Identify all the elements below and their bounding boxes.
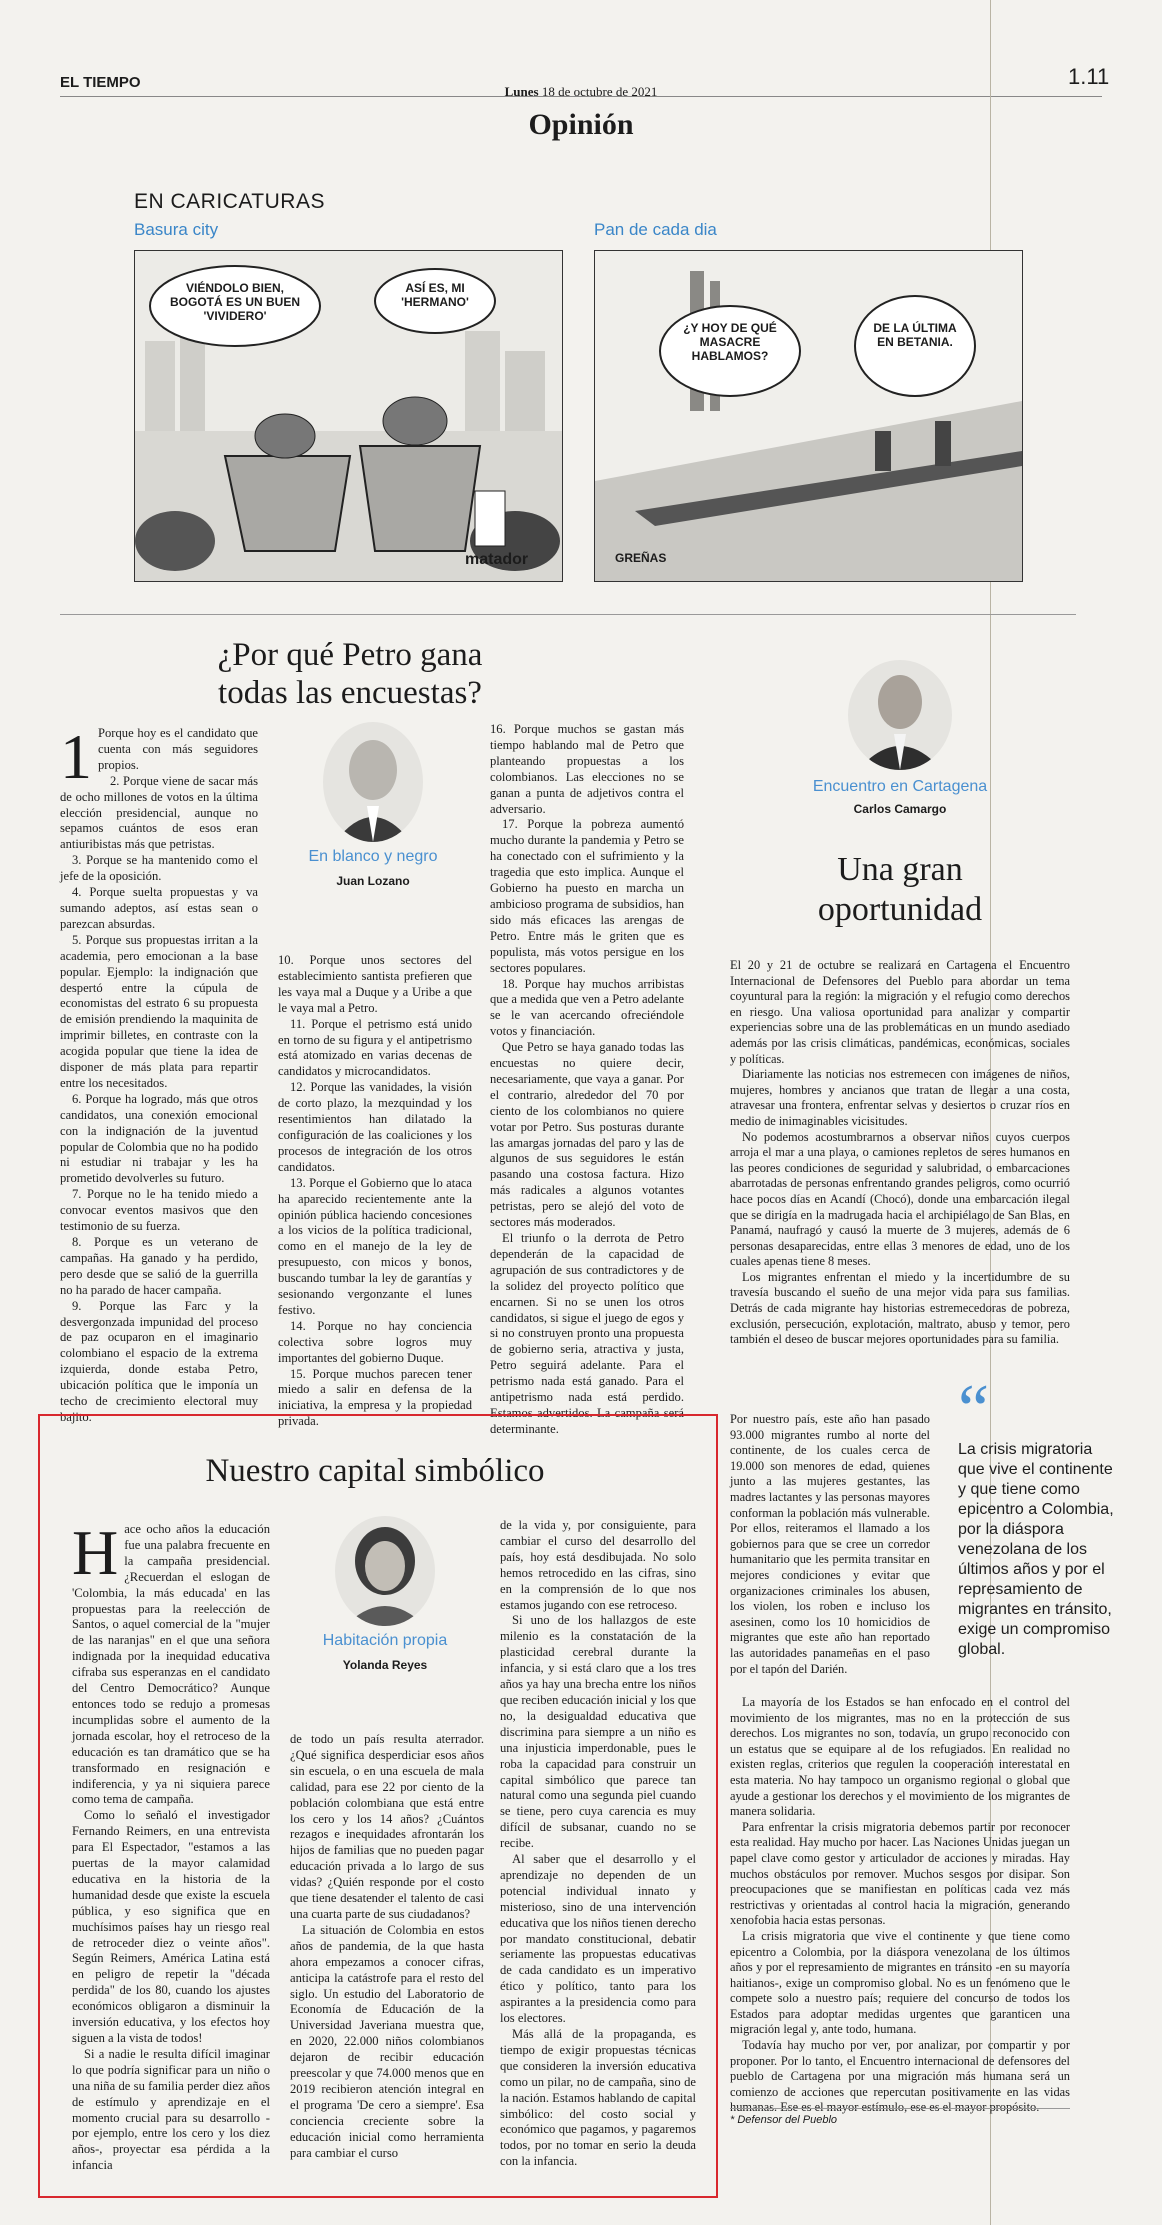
article1-paragraph: 16. Porque muchos se gastan más tiempo hablando mal de Petro que planteando propuestas a los colombianos. Las elecciones no se ganan a punta de adjetivos contra el adversario.: [490, 722, 684, 816]
cartoon-left-signature: matador: [465, 551, 529, 568]
article1-paragraph: 15. Porque muchos parecen tener miedo a salir en defensa de la iniciativa, la empresa y la propiedad privada.: [278, 1366, 472, 1429]
article1-paragraph: 14. Porque no hay conciencia colectiva sobre logros muy importantes del gobierno Duque.: [278, 1318, 472, 1365]
article3-paragraph: Como lo señaló el investigador Fernando Reimers, en una entrevista para El Espectador, "estamos a las puertas de la mayor calamidad educativa en la historia de la humanidad desde que existe la escuela pública, y eso significa que en muchísimos países hay un riesgo real de retroceder diez o veinte años". Según Reimers, América Latina está en peligro de repetir la "década perdida" de los 80, cuando los ajustes económicos obligaron a disminuir la inversión educativa, y los efectos hoy siguen a la vista de todos!: [72, 1808, 270, 2045]
article2-paragraph: La crisis migratoria que vive el continente y que tiene como epicentro a Colombia, por la diáspora venezolana de los últimos años y por el represamiento de migrantes en tránsito -en su mayoría haitianos-, exige un compromiso global. No es un fenómeno que le compete solo a nuestro país; requiere del concurso de todos los Estados para adoptar medidas urgentes que garanticen una migración legal y, ante todo, humana.: [730, 1928, 1070, 2037]
article1-author: Juan Lozano: [336, 874, 410, 888]
article3-paragraph: de la vida y, por consiguiente, para cambiar el curso del desarrollo del país, hoy está desdibujada. No solo hemos retrocedido en las cifras, sino en la comprensión de lo que nos estamos jugando con ese retroceso.: [500, 1518, 696, 1612]
article1-paragraph: 5. Porque sus propuestas irritan a la academia, pero emocionan a la base popular. Ejemplo: la indignación que despertó entre la cúpula de economistas del estrato 6 su propuesta de emisión prendiendo la maquinita de imprimir billetes, en contraste con la acogida popular que tiene la idea de disponer de más plata para repartir entre los necesitados.: [60, 932, 258, 1090]
header-rule: [60, 96, 1102, 97]
article2-paragraph: Los migrantes enfrentan el miedo y la incertidumbre de su travesía buscando el sueño de una mejor vida para sus familias. Detrás de cada migrante hay historias estremecedoras de pobreza, exclusión, persecución, explotación, maltrato, abuso y temor, pero también el deseo de buscar mejores oportunidades para su familia.: [730, 1269, 1070, 1347]
article3-col1: [72, 1517, 270, 2174]
author-photo: [323, 722, 423, 842]
article3-paragraph: Si uno de los hallazgos de este milenio es la constatación de la plasticidad cerebral durante la infancia, y si está claro que a los tres años ya hay una brecha entre los niños que reciben educación inicial y los que no, la desigualdad educativa que discrimina para siempre a un niño es una injusticia imperdonable, pues le roba la capacidad para construir un capital simbólico que parece tan natural como una segunda piel cuando se tiene, pero cuya carencia es muy difícil de subsanar, cuando no se recibe.: [500, 1613, 696, 1851]
article1-paragraph: 17. Porque la pobreza aumentó mucho durante la pandemia y Petro se ha conectado con el sufrimiento y la tragedia que esto implica. Aunque el Gobierno ha puesto en marcha un ambicioso programa de subsidios, han sido más eficaces las arengas de Petro. Entre más le griten que es populista, más votos persigue en los sectores populares.: [490, 817, 684, 975]
article2-body: [730, 958, 1070, 1348]
article3-paragraph: Al saber que el desarrollo y el aprendizaje no dependen de un potencial individual innato y misterioso, sino de una intervención educativa que los niños tienen derecho por mandato constitucional, debatir seriamente las propuestas educativas de cada candidato es un imperativo ético y político, tanto para los aspirantes a la presidencia como para los electores.: [500, 1852, 696, 2026]
article2-pullquote: [958, 1371, 1116, 1660]
article1-col1: [60, 721, 258, 1426]
article1-paragraph: 6. Porque ha logrado, más que otros candidatos, una conexión emocional con la indignación de la juventud popular de Colombia que no ha podido ni estudiar ni trabajar y les ha prometido devolverles su futuro.: [60, 1091, 258, 1186]
article3-headline: [60, 1452, 690, 1490]
article3-col2: [290, 1732, 484, 2161]
cartoon-left-bubble1: VIÉNDOLO BIEN, BOGOTÁ ES UN BUEN 'VIVIDERO': [170, 281, 301, 323]
article3-byline: [290, 1516, 480, 1672]
article1-col3: [490, 722, 684, 1438]
author-photo: [848, 660, 952, 770]
article3-paragraph: Si a nadie le resulta difícil imaginar lo que podría significar para un niño o una niña de su familia perder diez años de estímulo y aprendizaje en el momento crucial para su desarrollo -por ejemplo, entre los cero y los diez años-, proyectar esa pérdida a la infancia: [72, 2046, 270, 2173]
article1-headline: [150, 636, 550, 712]
article2-paragraph: Diariamente las noticias nos estremecen con imágenes de niños, mujeres, hombres y ancianos que tratan de llegar a una costa, atravesar una frontera, enfrentar selvas y desiertos o cruzar ríos en medio de inimaginables vicisitudes.: [730, 1067, 1070, 1128]
article1-paragraph: 18. Porque hay muchos arribistas que a medida que ven a Petro adelante se le van acercando ofreciéndole votos y financiación.: [490, 976, 684, 1039]
article1-paragraph: 4. Porque suelta propuestas y va sumando adeptos, así estas sean o parezcan absurdas.: [60, 885, 258, 931]
article2-headline: [730, 850, 1070, 930]
article1-byline: [278, 722, 468, 888]
cartoon-right-signature: GREÑAS: [615, 551, 667, 565]
article2-body2: [730, 1695, 1070, 2116]
cartoon-left: [134, 250, 563, 582]
article1-paragraph: Porque hoy es el candidato que cuenta con más seguidores propios.: [98, 726, 258, 772]
article3-kicker: Habitación propia: [322, 1632, 448, 1649]
article3-dropcap: H: [72, 1517, 119, 1588]
article2-paragraph: Para enfrentar la crisis migratoria debemos partir por reconocer esta realidad. Hay mucho por hacer. Las Naciones Unidas juegan un papel clave como gestor y articulador de acciones y miradas. Hay muchos obstáculos por remover. Muchos sesgos por disipar. Son preocupaciones que se manifiestan en políticas cada vez más restrictivas y orientadas al control hacia la migración, generando xenofobia hacia estas personas.: [730, 1819, 1070, 1928]
article1-paragraph: 11. Porque el petrismo está unido en torno de su figura y el antipetrismo está atomizado en varias decenas de candidatos y microcandidatos.: [278, 1016, 472, 1079]
article1-paragraph: 10. Porque unos sectores del establecimiento santista prefieren que les vaya mal a Duque y a Uribe a que le vaya mal a Petro.: [278, 953, 472, 1015]
author-photo-drawing: [323, 722, 423, 842]
author-photo-drawing: [335, 1516, 435, 1626]
author-photo-drawing: [848, 660, 952, 770]
article2-paragraph: Por nuestro país, este año han pasado 93.000 migrantes rumbo al norte del continente, de los cuales cerca de 19.000 son menores de edad, quienes junto a las mujeres gestantes, las madres lactantes y las personas mayores conforman la población más vulnerable. Por ellos, reiteramos el llamado a los gobiernos para que se cree un corredor humanitario que les permita transitar en mejores condiciones y evitar que organizaciones criminales los abusen, los violen, los roben e incluso los asesinen, como los 10 homicidios de migrantes que este año han reportado las autoridades panameñas en el paso por el tapón del Darién.: [730, 1412, 930, 1676]
page-number: 1.11: [1068, 64, 1110, 89]
cartoons-heading: EN CARICATURAS: [134, 190, 325, 213]
article3-title: Nuestro capital simbólico: [205, 1453, 545, 1489]
article3-paragraph: de todo un país resulta aterrador. ¿Qué significa desperdiciar esos años sin escuela, o en una escuela de mala calidad, para ese 22 por ciento de la población colombiana que está entre los cero y los 14 años? ¿Cuántos rezagos e inequidades afrontarán los hijos de familias que no pueden pagar educación privada a lo largo de sus vidas? ¿Quién responde por el costo que tiene desatender el talento de casi una cuarta parte de sus ciudadanos?: [290, 1732, 484, 1921]
article1-col2: [278, 953, 472, 1430]
article1-paragraph: El triunfo o la derrota de Petro dependerán de la capacidad de agrupación de sus contradictores y de la solidez del proyecto político que encarnen. Si no se unen los otros candidatos, si sigue el juego de egos y si no construyen pronto una propuesta de gobierno seria, atractiva y justa, Petro seguirá adelante. Para el petrismo nada está ganado. Para el antipetrismo nada está perdido. Estamos advertidos. La campaña será determinante.: [490, 1231, 684, 1436]
quote-mark-icon: “: [958, 1371, 990, 1448]
cartoon-right-drawing: [595, 251, 1022, 581]
article1-paragraph: 9. Porque las Farc y la desvergonzada impunidad del proceso de paz ocuparon en el imaginario colombiano el espacio de la extrema izquierda, donde estaba Petro, ubicación política que le imponía un techo de crecimiento electoral muy bajito.: [60, 1298, 258, 1424]
article2-paragraph: No podemos acostumbrarnos a observar niños cuyos cuerpos arroja el mar a una playa, o camiones repletos de seres humanos en las peores condiciones de seguridad y salubridad, o embarcaciones abarrotadas de personas enfrentando grandes peligros, como ocurrió hace pocos días en Acandí (Chocó), donde una embarcación ilegal que se dirigía en la madrugada hacia el archipiélago de San Blas, en Panamá, naufragó y causó la muerte de 3 mujeres, además de 6 personas desaparecidas, entre ellas 3 menores de edad, uno de los cuales apenas tiene 8 meses.: [730, 1129, 1070, 1269]
article2-title-line2: oportunidad: [817, 891, 983, 928]
article1-title-line2: todas las encuestas?: [218, 675, 482, 711]
article2-paragraph: La mayoría de los Estados se han enfocado en el control del movimiento de los migrantes, mas no en la protección de sus derechos. Los migrantes no son, todavía, un grupo reconocido con un estatus que se equipare al de los refugiados. En realidad no existen reglas, criterios que regulen la cooperación interestatal en esta materia. No hay tampoco un organismo regional o global que ayude a gestionar los derechos y el movimiento de los migrantes de manera solidaria.: [730, 1695, 1070, 1819]
article2-byline: [730, 660, 1070, 816]
cartoon-left-caption: Basura city: [134, 220, 219, 239]
article1-paragraph: 8. Porque es un veterano de campañas. Ha ganado y ha perdido, pero desde que se salió de la guerrilla no ha parado de hacer campaña.: [60, 1235, 258, 1297]
article1-paragraph: 2. Porque viene de sacar más de ocho millones de votos en la última elección presidencial, aunque no sepamos cuántos de esos eran antiuribistas más que petristas.: [60, 773, 258, 852]
date-rest: 18 de octubre de 2021: [538, 84, 658, 99]
article2-kicker: Encuentro en Cartagena: [812, 778, 988, 795]
article2-narrow-col: [730, 1412, 930, 1677]
article1-title-line1: ¿Por qué Petro gana: [217, 637, 483, 673]
cartoon-left-bubble2: ASÍ ES, MI 'HERMANO': [401, 281, 469, 309]
article2-title-line1: Una gran: [837, 851, 963, 888]
article2-footnote: * Defensor del Pueblo: [730, 2114, 838, 2126]
article3-paragraph: La situación de Colombia en estos años de pandemia, de la que hasta ahora empezamos a conocer cifras, anticipa la catástrofe para el resto del siglo. Un estudio del Laboratorio de Economía de Educación de la Universidad Javeriana muestra que, en 2020, 22.000 niños colombianos dejaron de recibir educación preescolar y que 74.000 menos que en 2019 recibieron atención integral en el programa 'De cero a siempre'. Esa conciencia creciente sobre la educación inicial como herramienta para cambiar el curso: [290, 1922, 484, 2160]
cartoon-right-bubble2: DE LA ÚLTIMA EN BETANIA.: [873, 321, 957, 349]
cartoon-right-caption: Pan de cada dia: [594, 220, 717, 239]
article1-paragraph: Que Petro se haya ganado todas las encuestas no quiere decir, necesariamente, que vaya a ganar. Por el contrario, alrededor del 70 por ciento de los colombianos no quiere votar por Petro. Sus posturas durante las amargas jornadas del paro y las de algunos de sus seguidores le están pasando una costosa factura. Hizo más radicales a algunos votantes petristas, pero se alejó del voto de sectores más moderados.: [490, 1040, 684, 1230]
article1-paragraph: 13. Porque el Gobierno que lo ataca ha aparecido recientemente ante la opinión pública haciendo concesiones a los vicios de la política tradicional, como en el manejo de la ley de presupuesto, con micos y bonos, buscando tumbar la ley de garantías y sesionando vergonzante el lunes festivo.: [278, 1175, 472, 1317]
article3-paragraph: ace ocho años la educación fue una palabra frecuente en la campaña presidencial. ¿Recuerdan el eslogan de 'Colombia, la más educada' en las propuestas para la reelección de Santos, o aquel comercial de la "mujer de las naranjas" en el que una señora indignada por la inequidad educativa cifraba sus esperanzas en el candidato del Centro Democrático? Aunque entonces todo se redujo a promesas incumplidas sobre el aumento de la jornada escolar, hoy el retroceso de la educación es tan dramático que se ha transformado en resignación e indiferencia, y ya ni siquiera parece como tema de campaña.: [72, 1522, 270, 1807]
article2-paragraph: Todavía hay mucho por ver, por analizar, por compartir y por proponer. Por lo tanto, el Encuentro internacional de defensores del pueblo de Cartagena por una migración más humana será un comienzo de acciones que repercutan positivamente en las vidas humanas. Ese es el mayor estímulo, ese es el mayor propósito.: [730, 2038, 1070, 2115]
article2-paragraph: El 20 y 21 de octubre se realizará en Cartagena el Encuentro Internacional de Defensores del Pueblo para abordar un tema coyuntural para la región: la migración y el refugio como derechos en riesgo. Una valiosa oportunidad para analizar y compartir experiencias sobre una de las problemáticas en un mundo asediado además por las crisis climáticas, pandémicas, económicas, sociales y políticas.: [730, 958, 1070, 1066]
footnote-rule: [730, 2108, 1070, 2109]
article3-col3: [500, 1518, 696, 2170]
article1-paragraph: 3. Porque se ha mantenido como el jefe de la oposición.: [60, 853, 258, 884]
section-title: Opinión: [528, 108, 634, 141]
article2-author: Carlos Camargo: [853, 802, 947, 816]
article1-paragraph: 7. Porque no le ha tenido miedo a convocar eventos masivos que den testimonio de su fuerza.: [60, 1187, 258, 1234]
article1-dropcap: 1: [60, 721, 92, 792]
date-day: Lunes: [504, 84, 539, 99]
issue-date: [0, 84, 1162, 100]
article1-paragraph: 12. Porque las vanidades, la visión de corto plazo, la mezquindad y los resentimientos han dilatado la configuración de las coaliciones y los procesos de integración de los otros candidatos.: [278, 1080, 472, 1174]
cartoon-right: [594, 250, 1023, 582]
article3-paragraph: Más allá de la propaganda, es tiempo de exigir propuestas técnicas que consideren la inversión educativa como un pilar, no de campaña, sino de la nación. Estamos hablando de capital simbólico: del costo social y económico que pagamos, y pagaremos todos, por no tomar en serio la deuda con la infancia.: [500, 2027, 696, 2169]
article1-kicker: En blanco y negro: [308, 848, 438, 865]
cartoon-right-bubble1: ¿Y HOY DE QUÉ MASACRE HABLAMOS?: [683, 321, 777, 363]
author-photo: [335, 1516, 435, 1626]
article3-author: Yolanda Reyes: [342, 1658, 428, 1672]
cartoons-divider: [60, 614, 1076, 615]
pullquote-text: La crisis migratoria que vive el continente y que tiene como epicentro a Colombia, por la diáspora venezolana de los últimos años y por el represamiento de migrantes en tránsito, exige un compromiso global.: [958, 1441, 1114, 1658]
masthead: EL TIEMPO: [60, 74, 141, 91]
